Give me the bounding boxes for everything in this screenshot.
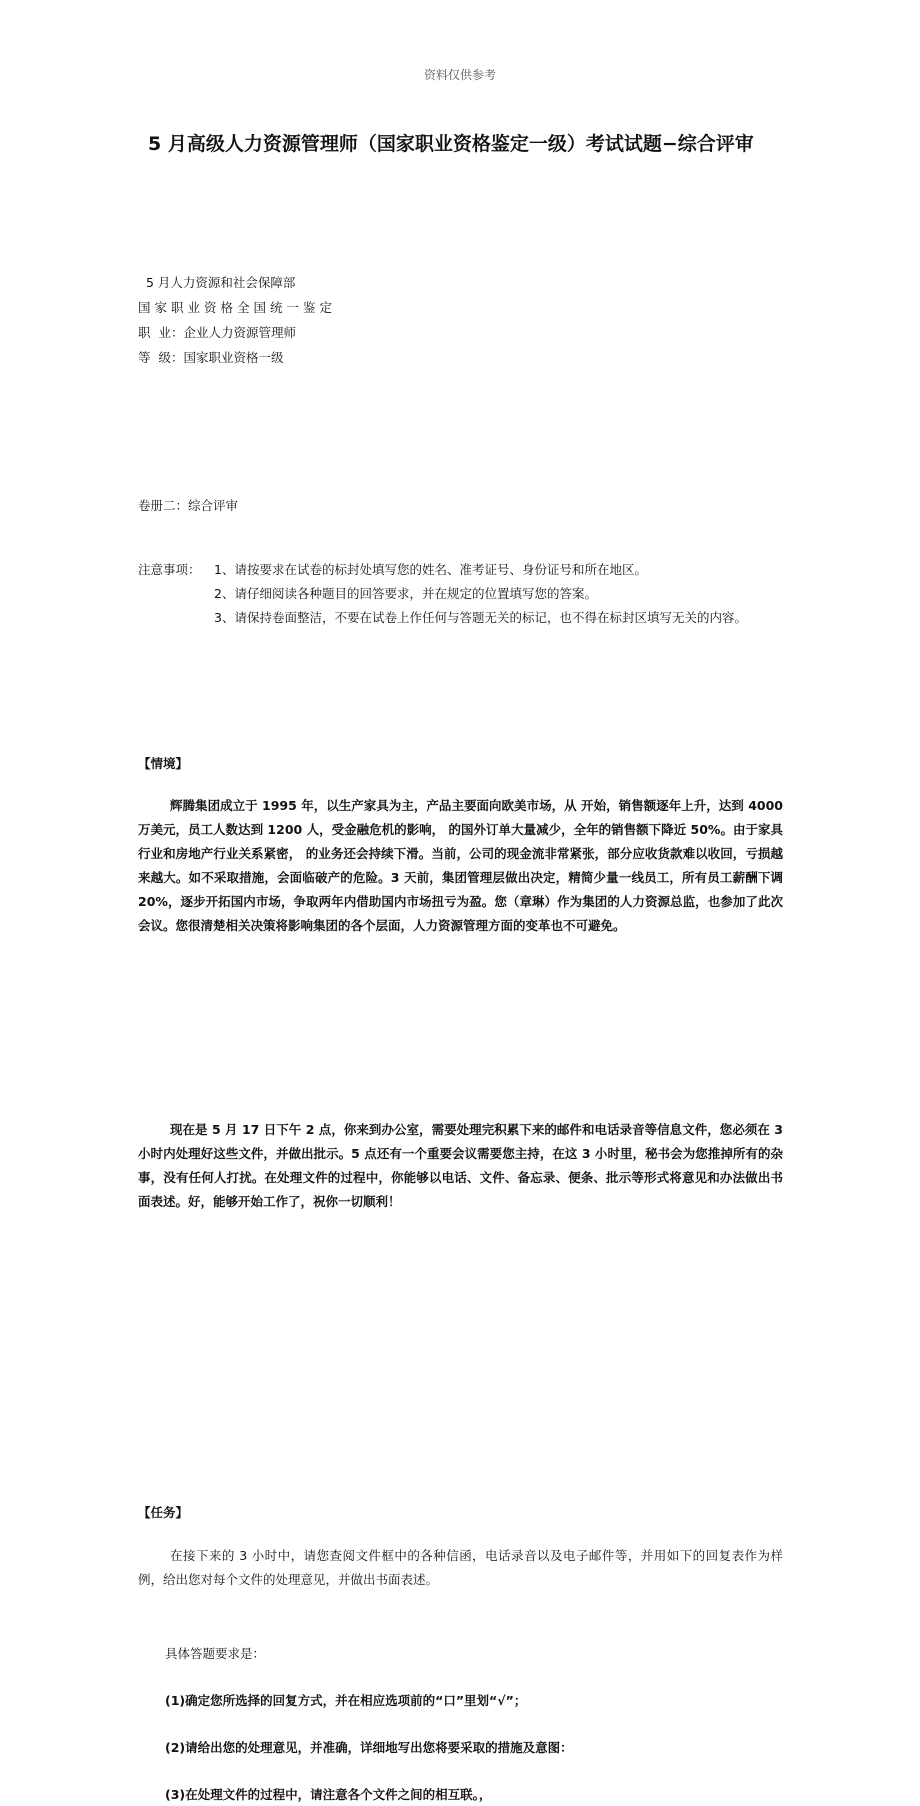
notice-item-2: 2、请仔细阅读各种题目的回答要求，并在规定的位置填写您的答案。 bbox=[214, 586, 597, 601]
situation-paragraph-1: 辉腾集团成立于 1995 年，以生产家具为主，产品主要面向欧美市场，从 开始，销售额逐年上升，达到 4000 万美元，员工人数达到 1200 人，受金融危机的影响， 的国外订单大量减少，全年的销售额下降近 50%。由于家具行业和房地产行业关系紧密， 的业务还会持续下滑。当前，公司的现金流非常紧张，部分应收货款难以收回，亏损越来越大。如不采取措施，会面临破产的危险。3 天前，集团管理层做出决定，精简少量一线员工，所有员工薪酬下调 20%，逐步开拓国内市场，争取两年内借助国内市场扭亏为盈。您（章琳）作为集团的人力资源总监，也参加了此次会议。您很清楚相关决策将影响集团的各个层面，人力资源管理方面的变革也不可避免。 bbox=[138, 798, 783, 933]
task-requirement-2: (2)请给出您的处理意见，并准确，详细地写出您将要采取的措施及意图： bbox=[165, 1740, 573, 1755]
meta-level: 等 级：国家职业资格一级 bbox=[138, 350, 284, 365]
meta-occupation: 职 业：企业人力资源管理师 bbox=[138, 325, 296, 340]
task-requirements-intro: 具体答题要求是： bbox=[165, 1646, 266, 1661]
task-requirement-1: (1)确定您所选择的回复方式，并在相应选项前的“口”里划“√”； bbox=[165, 1693, 527, 1708]
situation-paragraph-2: 现在是 5 月 17 日下午 2 点，你来到办公室，需要处理完积累下来的邮件和电话录音等信息文件，您必须在 3 小时内处理好这些文件，并做出批示。5 点还有一个重要会议需要您主持，在这 3 小时里，秘书会为您推掉所有的杂事，没有任何人打扰。在处理文件的过程中，你能够以电话、文件、备忘录、便条、批示等形式将意见和办法做出书面表述。好，能够开始工作了，祝你一切顺利！ bbox=[138, 1122, 783, 1209]
notice-item-3: 3、请保持卷面整洁，不要在试卷上作任何与答题无关的标记，也不得在标封区填写无关的内容。 bbox=[214, 610, 747, 625]
situation-heading: 【情境】 bbox=[138, 756, 189, 771]
notice-item-1: 1、请按要求在试卷的标封处填写您的姓名、准考证号、身份证号和所在地区。 bbox=[214, 562, 647, 577]
notice-lead: 注意事项： bbox=[138, 562, 201, 577]
task-requirement-3: (3)在处理文件的过程中，请注意各个文件之间的相互联。， bbox=[165, 1787, 492, 1802]
document-title: 5 月高级人力资源管理师（国家职业资格鉴定一级）考试试题−综合评审 bbox=[148, 133, 754, 155]
notice-section bbox=[138, 558, 783, 630]
task-paragraph: 在接下来的 3 小时中，请您查阅文件框中的各种信函，电话录音以及电子邮件等，并用如下的回复表作为样例，给出您对每个文件的处理意见，并做出书面表述。 bbox=[138, 1548, 783, 1587]
task-heading: 【任务】 bbox=[138, 1505, 189, 1520]
volume-label: 卷册二：综合评审 bbox=[138, 498, 239, 513]
meta-exam-type: 国家职业资格全国统一鉴定 bbox=[138, 300, 337, 315]
reference-note: 资料仅供参考 bbox=[423, 68, 496, 82]
exam-meta bbox=[138, 270, 920, 370]
meta-issuer: 5 月人力资源和社会保障部 bbox=[146, 275, 296, 290]
